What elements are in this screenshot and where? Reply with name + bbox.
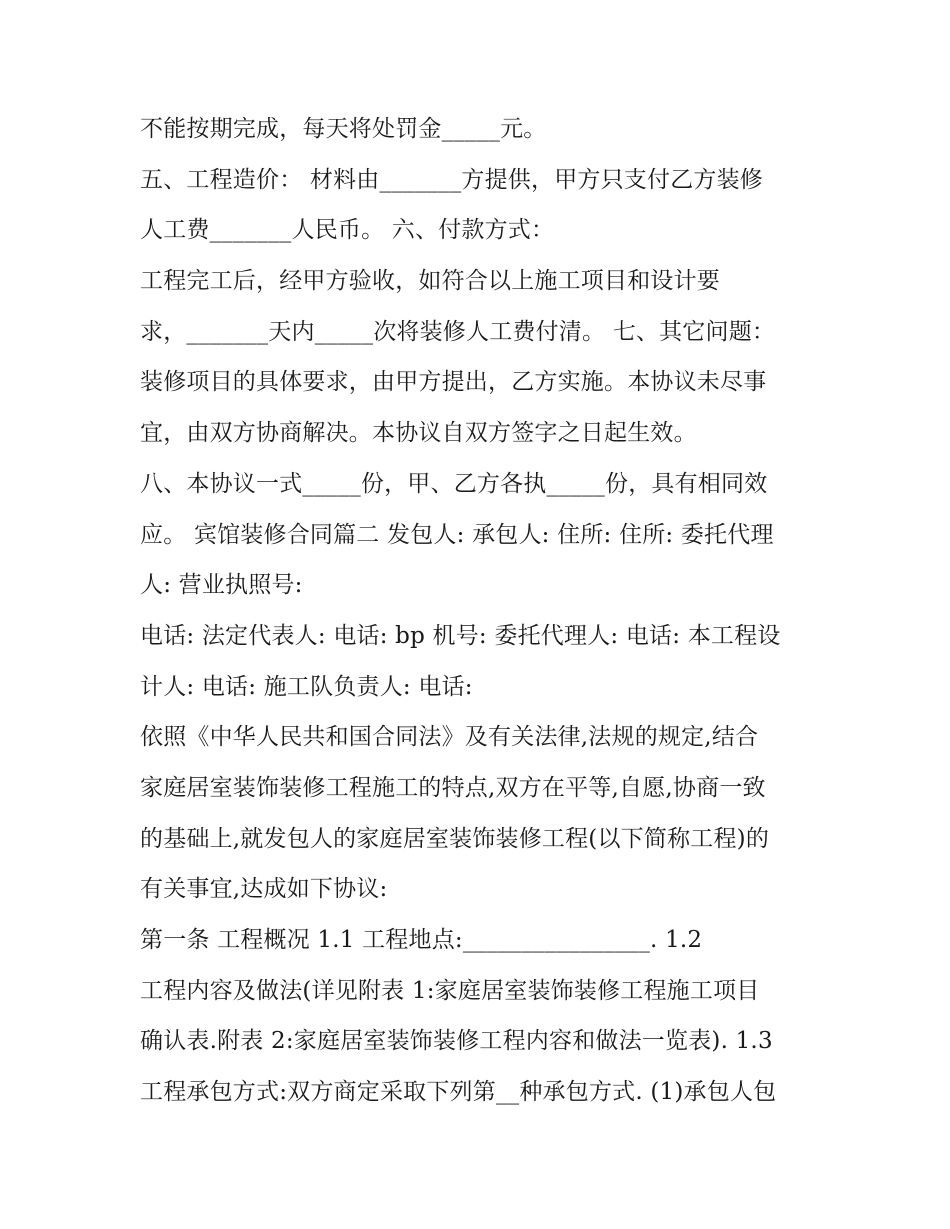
text-line: 工程内容及做法(详见附表 1:家庭居室装饰装修工程施工项目 bbox=[140, 977, 760, 1004]
text-line: 家庭居室装饰装修工程施工的特点,双方在平等,自愿,协商一致 bbox=[140, 774, 766, 801]
text-line: 计人: 电话: 施工队负责人: 电话: bbox=[140, 673, 473, 700]
text-line: 宜，由双方协商解决。本协议自双方签字之日起生效。 bbox=[140, 420, 697, 447]
text-line: 不能按期完成，每天将处罚金_____元。 bbox=[140, 116, 547, 142]
text-line: 人工费_______人民币。 六、付款方式： bbox=[140, 217, 555, 244]
document-body bbox=[140, 104, 830, 1118]
text-line: 确认表.附表 2:家庭居室装饰装修工程内容和做法一览表). 1.3 bbox=[140, 1028, 773, 1055]
text-line: 第一条 工程概况 1.1 工程地点:________________. 1.2 bbox=[140, 927, 703, 953]
text-line: 五、工程造价： 材料由_______方提供，甲方只支付乙方装修 bbox=[140, 166, 764, 193]
text-line: 人: 营业执照号: bbox=[140, 572, 303, 599]
text-line: 依照《中华人民共和国合同法》及有关法律,法规的规定,结合 bbox=[140, 724, 759, 751]
text-line: 的基础上,就发包人的家庭居室装饰装修工程(以下简称工程)的 bbox=[140, 825, 770, 852]
text-line: 八、本协议一式_____份，甲、乙方各执_____份，具有相同效 bbox=[140, 470, 768, 497]
text-line: 求，_______天内_____次将装修人工费付清。 七、其它问题： bbox=[140, 318, 776, 345]
text-line: 应。 宾馆装修合同篇二 发包人: 承包人: 住所: 住所: 委托代理 bbox=[140, 521, 774, 548]
text-line: 工程承包方式:双方商定采取下列第__种承包方式. (1)承包人包 bbox=[140, 1079, 777, 1106]
text-line: 工程完工后，经甲方验收，如符合以上施工项目和设计要 bbox=[140, 268, 720, 295]
text-line: 有关事宜,达成如下协议: bbox=[140, 876, 388, 903]
text-line: 电话: 法定代表人: 电话: bp 机号: 委托代理人: 电话: 本工程设 bbox=[140, 622, 781, 649]
text-line: 装修项目的具体要求，由甲方提出，乙方实施。本协议未尽事 bbox=[140, 369, 767, 396]
